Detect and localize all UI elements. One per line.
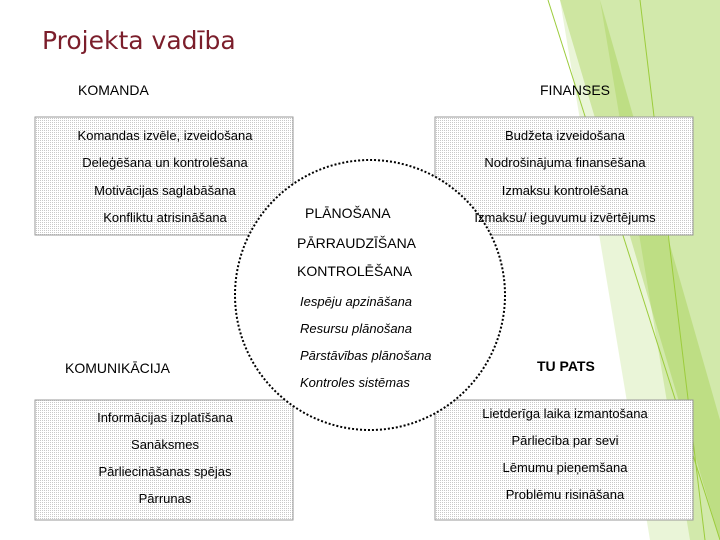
tu-pats-heading: TU PATS <box>537 358 595 374</box>
list-item: Sanāksmes <box>131 437 199 452</box>
center-heading: KONTROLĒŠANA <box>297 263 413 279</box>
center-heading: PLĀNOŠANA <box>305 205 391 221</box>
list-item: Motivācijas saglabāšana <box>94 183 236 198</box>
list-item: Pārliecība par sevi <box>511 433 619 448</box>
list-item: Izmaksu kontrolēšana <box>501 183 629 198</box>
center-item: Iespēju apzināšana <box>300 294 413 309</box>
list-item: Deleģēšana un kontrolēšana <box>82 155 248 170</box>
list-item: Lietderīga laika izmantošana <box>482 406 648 421</box>
list-item: Komandas izvēle, izveidošana <box>77 128 253 143</box>
finanses-heading: FINANSES <box>540 82 611 98</box>
list-item: Budžeta izveidošana <box>505 128 625 143</box>
center-item: Pārstāvības plānošana <box>300 348 432 363</box>
list-item: Pārrunas <box>138 491 192 506</box>
list-item: Konfliktu atrisināšana <box>103 210 227 225</box>
page-title: Projekta vadība <box>42 26 236 55</box>
komanda-heading: KOMANDA <box>78 82 149 98</box>
list-item: Pārliecināšanas spējas <box>98 464 232 479</box>
list-item: Izmaksu/ ieguvumu izvērtējums <box>474 210 656 225</box>
list-item: Problēmu risināšana <box>505 487 625 502</box>
list-item: Nodrošinājuma finansēšana <box>484 155 646 170</box>
list-item: Lēmumu pieņemšana <box>502 460 628 475</box>
list-item: Informācijas izplatīšana <box>97 410 233 425</box>
center-heading: PĀRRAUDZĪŠANA <box>297 235 417 251</box>
center-item: Resursu plānošana <box>300 321 413 336</box>
center-item: Kontroles sistēmas <box>300 375 410 390</box>
komunikacija-heading: KOMUNIKĀCIJA <box>65 360 171 376</box>
